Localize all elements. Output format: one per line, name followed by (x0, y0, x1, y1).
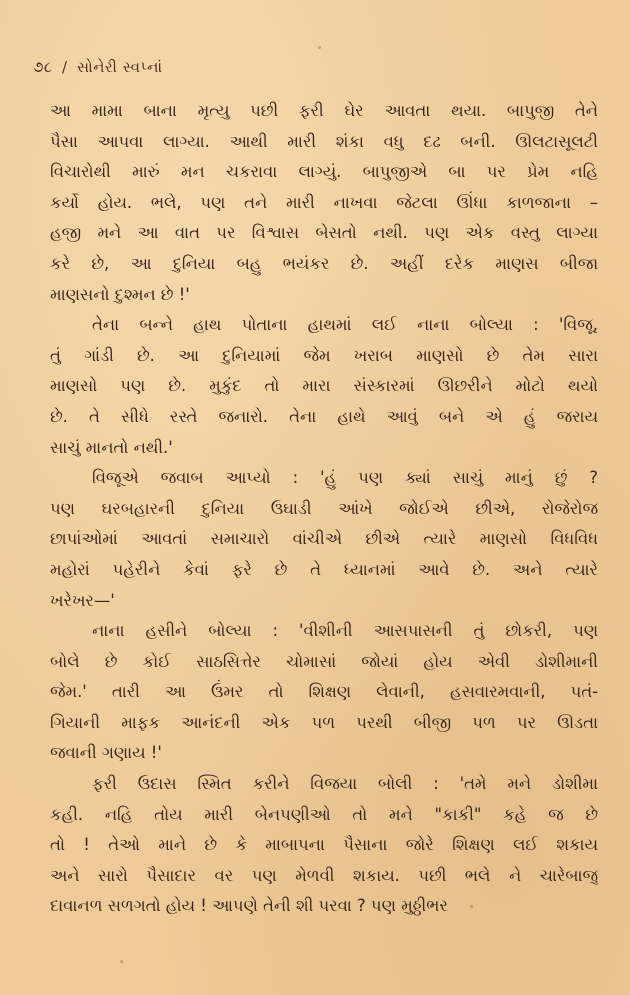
header-separator: / (61, 58, 68, 76)
text-line: દાવાનળ સળગતો હોય ! આપણે તેની શી પરવા ? પણ મુઠ્ઠીભર (50, 896, 448, 916)
running-header (33, 58, 163, 76)
text-line: માણસનો દુશ્મન છે !' (50, 284, 190, 304)
paper-speck (470, 905, 473, 908)
text-line: પૈસા આપવા લાગ્યા. આથી મારી શંકા વધુ દઢ બની. ઊલટાસૂલટી (50, 131, 598, 151)
text-line: જવાની ગણાય !' (50, 743, 162, 763)
text-line: ગિયાની માફક આનંદની એક પળ પરથી બીજી પળ પર ઊડતા (50, 712, 598, 732)
text-line: મહોરાં પહેરીને કેવાં ફરે છે તે ધ્યાનમાં આવે છે. અને ત્યારે (50, 559, 598, 579)
text-line: તું ગાંડી છે. આ દુનિયામાં જેમ ખરાબ માણસો છે તેમ સારા (50, 345, 598, 365)
paragraph (50, 96, 598, 310)
text-line: છાપાંઓમાં આવતાં સમાચારો વાંચીએ છીએ ત્યારે માણસો વિધવિધ (50, 529, 598, 549)
text-line: હજી મને આ વાત પર વિશ્વાસ બેસતો નથી. પણ એક વસ્તુ લાગ્યા (50, 223, 598, 243)
text-line: ખરેખર—' (50, 590, 115, 610)
text-line: જેમ.' તારી આ ઉંમર તો શિક્ષણ લેવાની, હસવારમવાની, પતં- (50, 682, 598, 702)
text-line: બોલે છે કોઈ સાઠસિત્તેર ચોમાસાં જોયાં હોય એવી ડોશીમાની (50, 651, 598, 671)
book-title: સોનેરી સ્વપ્નાં (76, 58, 163, 76)
paper-speck (318, 46, 321, 49)
paragraph (50, 463, 598, 616)
text-line: વિજૂએ જવાબ આપ્યો : 'હું પણ ક્યાં સાચું માનું છું ? (92, 468, 598, 488)
text-line: તો ! તેઓ માને છે કે માબાપના પૈસાના જોરે શિક્ષણ લઈ શકાય (50, 835, 598, 855)
paragraph (50, 616, 598, 769)
paragraph (50, 769, 598, 922)
text-line: વિચારોથી મારું મન ચકરાવા લાગ્યું. બાપુજીએ બા પર પ્રેમ નહિ (50, 162, 598, 182)
text-line: છે. તે સીધે રસ્તે જનારો. તેના હાથે આવું બને એ હું જરાય (50, 406, 598, 426)
paper-speck (120, 960, 123, 963)
page-number: ૭૮ (33, 58, 53, 76)
text-line: માણસો પણ છે. મુકુંદ તો મારા સંસ્કારમાં ઊછરીને મોટો થયો (50, 376, 598, 396)
text-line: સાચું માનતો નથી.' (50, 437, 173, 457)
text-line: અને સારો પૈસાદાર વર પણ મેળવી શકાય. પછી ભલે ને ચારેબાજુ (50, 865, 598, 885)
paragraph (50, 310, 598, 463)
text-line: કર્યો હોય. ભલે, પણ તને મારી નાખવા જેટલા ઊંધા કાળજાના – (50, 192, 598, 212)
body-text (50, 96, 598, 922)
text-line: નાના હસીને બોલ્યા : 'વીશીની આસપાસની તું છોકરી, પણ (92, 621, 598, 641)
text-line: ફરી ઉદાસ સ્મિત કરીને વિજયા બોલી : 'તમે મને ડોશીમા (92, 774, 598, 794)
text-line: પણ ઘરબહારની દુનિયા ઉઘાડી આંખે જોઈએ છીએ, રોજેરોજ (50, 498, 598, 518)
text-line: કહી. નહિ તોય મારી બેનપણીઓ તો મને "કાકી" કહે જ છે (50, 804, 598, 824)
text-line: કરે છે, આ દુનિયા બહુ ભયંકર છે. અહીં દરેક માણસ બીજા (50, 253, 598, 273)
text-line: આ મામા બાના મૃત્યુ પછી ફરી ઘેર આવતા થયા. બાપુજી તેને (50, 101, 598, 120)
text-line: તેના બન્ને હાથ પોતાના હાથમાં લઈ નાના બોલ્યા : 'વિજૂ, (92, 315, 598, 335)
